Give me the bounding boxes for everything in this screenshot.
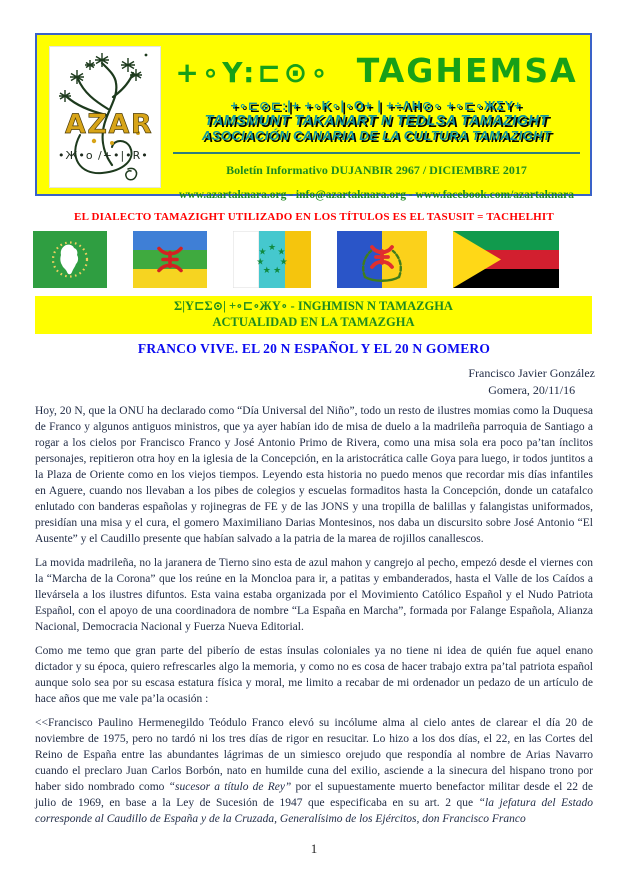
masthead-title (165, 51, 588, 90)
bulletin-title: TAGHEMSA (356, 51, 578, 90)
paragraph-1: Hoy, 20 N, que la ONU ha declarado como “Día Universal del Niño”, todo un resto de ilustres momias como la Duquesa de Franco y algunos antiguos ministros, que ya ayer habían ido de misa de duelo a la madrileña parroquia de Santiago a rogar a los cielos por Francisco Franco y José Antonio Primo de Rivera, como una misa sola era poco pa’tan ínclitos personajes, repitieron otra hoy en la iglesia de la Concepción, en la aristocrática calle Goya para luego, ir todos juntitos a la Plaza de Oriente como en los viejos tiempos. Leyendo esta historia no puedo menos que recordar mis días infantiles en Aguere, cuando nos llevaban a los pibes de colegios y escuelas formaditos hasta la Concepción, donde un catafalco enlutado con banderas españolas y rojinegras de FE y de las JONS y una tropilla de balillas y falangistas uniformados, presidían una misa y el cura, el gomero Maximiliano Darias Montesinos, nos daba un discursito sobre José Antonio “El Ausente” y el Caudillo presente que habían salvado a la patria de la marea de rojillos canallescos. (35, 405, 593, 545)
svg-text:★: ★ (262, 265, 271, 276)
flags-row (33, 231, 559, 288)
masthead (35, 33, 592, 201)
tifinagh-title: +∘Y:⊏⊙∘ (175, 56, 331, 89)
article-title: FRANCO VIVE. EL 20 N ESPAÑOL Y EL 20 N GOMERO (137, 341, 491, 356)
logo-wordmark: AZAR (65, 109, 154, 140)
svg-text:★: ★ (256, 257, 265, 268)
logo-dot (145, 54, 148, 57)
dialect-note: EL DIALECTO TAMAZIGHT UTILIZADO EN LOS TÍTULOS ES EL TASUSIT = TACHELHIT (74, 211, 554, 223)
kabylia-flag (337, 231, 427, 288)
azawad-flag (453, 231, 559, 288)
amazigh-flag (133, 231, 207, 288)
dateline: Gomera, 20/11/16 (488, 383, 576, 398)
section-banner-spanish-line: ACTUALIDAD EN LA TAMAZGHA (212, 315, 415, 330)
org-name-tamazight: TAMSMUNT TAKANART N TEDLSA TAMAZIGHT (204, 113, 549, 129)
azar-logo (49, 46, 161, 188)
paragraph-4-quote-2: “la jefatura del Estado corresponde al Caudillo de España y de la Cruzada, Generalísimo de los Ejércitos, don Francisco Franco (35, 797, 594, 825)
byline (468, 365, 595, 399)
org-name-spanish: ASOCIACIÓN CANARIA DE LA CULTURA TAMAZIGHT (201, 128, 552, 144)
masthead-divider (173, 152, 580, 154)
logo-tifinagh-symbols: •Ж•o /+•|•R• (58, 149, 149, 162)
section-banner-tifinagh-line: Σ|Y⊏Σ⊙| +∘⊏∘ЖY∘ - INGHMISN N TAMAZGHA (174, 299, 453, 313)
page-number: 1 (310, 841, 318, 856)
azar-plant-icon (50, 47, 158, 185)
paragraph-4-text: <<Francisco Paulino Hermenegildo Teódulo Franco elevó su incólume alma al cielo antes de clarear el día 20 de noviembre de 1975, pero no tardó ni los tres días de rigor en resucitar. Lo hizo a los dos días, el 22, en las Cortes del Reino de España entre las abundantes lágrimas de un simiesco orejudo que respondía al nombre de Arias Navarro cuando el preclaro Juan Carlos Borbón, nato en humilde cuna del exilio, asciende a la sinecura del hispano trono por haber sido nombrado como (35, 717, 593, 793)
svg-text:★: ★ (279, 257, 288, 268)
article-body (35, 403, 593, 857)
section-banner (35, 296, 592, 334)
svg-text:★: ★ (267, 243, 277, 253)
paragraph-4 (35, 715, 593, 827)
paragraph-4-quote-1: “sucesor a título de Rey” (168, 781, 292, 793)
svg-text:★: ★ (277, 247, 286, 258)
svg-text:★: ★ (258, 247, 267, 258)
author-name: Francisco Javier González (468, 366, 595, 380)
svg-text:★: ★ (273, 265, 282, 276)
paragraph-4-text-2: por el supuestamente muerto benefactor militar desde el 22 de julio de 1969, en base a la Ley de Sucesión de 1947 que especificaba en su art. 2 que (35, 781, 594, 809)
paragraph-3: Como me temo que gran parte del piberío de estas ínsulas coloniales ya no tiene ni idea de quién fue aquel enano dictador y su época, quiero refrescarles algo la memoria, y como no es cosa de hacer trabajo extra pa’tal patriota español aunque solo sea por su escasa estatura física y moral, me limito a recabar de mi ordenador un pedazo de un artículo de hace años que me vale pa’la ocasión : (35, 645, 593, 705)
bulletin-info-line: Boletín Informativo DUJANBIR 2967 / DICIEMBRE 2017 (226, 162, 527, 177)
canary-islands-seven-stars-flag (233, 231, 311, 288)
tifinagh-subtitle: +∘⊏⊙⊏:|+ +∘K∘|∘O+ | +÷ΛH⊙∘ +∘⊏∘ЖΣY+ (230, 99, 523, 113)
contact-links-line: www.azartaknara.org - info@azartaknara.org - www.facebook.com/azartaknara (179, 188, 574, 201)
african-union-flag (33, 231, 107, 288)
paragraph-2: La movida madrileña, no la jaranera de Tierno sino esta de azul mahon y cangrejo al pecho, empezó desde el viernes con la “Marcha de la Corona” que los reúne en la Moncloa para ir, a patitas y embanderados, hasta el Valle de los Caídos a llevársela a los ilustres difuntos. Esta vaina estaba organizada por el Movimiento Católico Español y el Nudo Patriota Español, con el apoyo de una coordinadora de nombre “La España en Marcha”, formada por Falange Española, Alianza Nacional, Democracia Nacional y Fuerza Nueva Editorial. (35, 557, 593, 633)
